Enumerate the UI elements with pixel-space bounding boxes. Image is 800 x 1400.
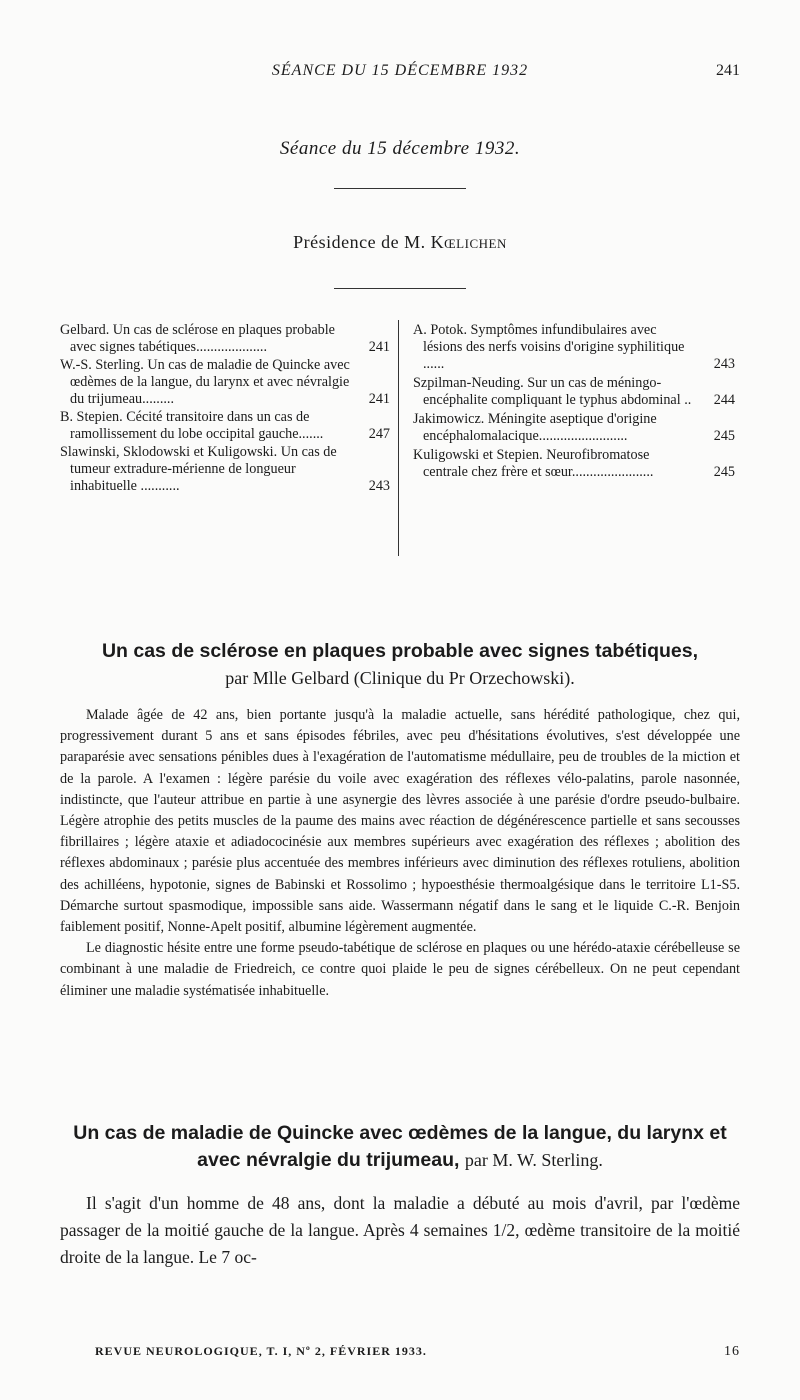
toc-entry-title: Szpilman-Neuding. Sur un cas de méningo-encéphalite compliquant le typhus abdominal .. — [413, 375, 692, 408]
toc-entry-title: Jakimowicz. Méningite aseptique d'origine encéphalomalacique......................... — [413, 411, 657, 444]
toc-entry-page: 245 — [713, 464, 735, 480]
page-number: 241 — [716, 62, 740, 79]
article1-body — [60, 705, 740, 1002]
toc-entry-title: W.-S. Sterling. Un cas de maladie de Quincke avec œdèmes de la langue, du larynx et avec névralgie du trijumeau......... — [60, 357, 350, 407]
toc-entry-page: 241 — [368, 339, 390, 355]
presidence-line — [0, 232, 800, 253]
seance-heading: Séance du 15 décembre 1932. — [279, 138, 521, 159]
article1-paragraph: Le diagnostic hésite entre une forme pseudo-tabétique de sclérose en plaques ou une hérédo-ataxie cérébelleuse se combinant à une maladie de Friedreich, ce contre quoi plaide le peu de signes cérébelleux. On ne peut cependant éliminer une maladie systématisée inhabituelle. — [60, 940, 740, 999]
toc-left-column — [60, 322, 398, 496]
signature-mark: 16 — [724, 1344, 740, 1359]
toc-entry — [413, 411, 743, 445]
president-name: Kœlichen — [430, 232, 507, 252]
article2-title: Un cas de maladie de Quincke avec œdèmes de la langue, du larynx et avec névralgie du trijumeau, — [73, 1122, 727, 1171]
toc-entry — [413, 375, 743, 409]
toc-entry-title: Kuligowski et Stepien. Neurofibromatose centrale chez frère et sœur....................... — [413, 447, 654, 480]
toc-entry-page: 244 — [713, 392, 735, 408]
toc-entry — [60, 357, 398, 408]
article1-heading — [60, 638, 740, 692]
article2-paragraph: Il s'agit d'un homme de 48 ans, dont la maladie a débuté au mois d'avril, par l'œdème passager de la moitié gauche de la langue. Après 4 semaines 1/2, œdème transitoire de la moitié droite de la langue. Le 7 oc- — [60, 1193, 740, 1267]
toc-entry-page: 247 — [368, 426, 390, 442]
running-head — [60, 62, 740, 84]
toc-entry — [60, 409, 398, 443]
page-footer — [95, 1344, 740, 1364]
article1-paragraph: Malade âgée de 42 ans, bien portante jusqu'à la maladie actuelle, sans hérédité pathologique, chez qui, progressivement durant 5 ans et sans épisodes fébriles, avec peu d'hésitations évolutives, s'est développée une paraparésie avec sensations pénibles dues à l'exagération de l'automatisme médullaire, peu de troubles de la miction et de la parole. A l'examen : légère parésie du voile avec exagération des réflexes vélo-palatins, parole nasonnée, indistincte, que l'auteur attribue en partie à une asynergie des lèvres associée à une parésie d'ordre pseudo-bulbaire. Légère atrophie des petits muscles de la paume des mains avec réaction de dégénérescence partielle et sans secousses fibrillaires ; légère ataxie et adiadococinésie aux membres supérieurs avec exagération des réflexes ; abolition des réflexes abdominaux ; parésie plus accentuée des membres inférieurs avec diminution des réflexes rotuliens, abolition des achilléens, hypotonie, signes de Babinski et Rossolimo ; hypoesthésie thermoalgésique dans le territoire L1-S5. Démarche surtout spasmodique, impossible sans aide. Wassermann négatif dans le sang et le liquide C.-R. Benjoin faiblement positif, Nonne-Apelt positif, albumine légèrement augmentée. — [60, 707, 740, 936]
article1-title: Un cas de sclérose en plaques probable avec signes tabétiques, — [101, 640, 699, 662]
toc-entry — [413, 447, 743, 481]
running-head-title: SÉANCE DU 15 DÉCEMBRE 1932 — [271, 62, 529, 79]
presidence-prefix: Présidence de M. — [293, 232, 426, 252]
toc-right-column — [413, 322, 743, 483]
article2-body — [60, 1190, 740, 1271]
toc-entry-page: 241 — [368, 391, 390, 407]
toc-entry-title: Gelbard. Un cas de sclérose en plaques probable avec signes tabétiques.................... — [60, 322, 335, 355]
article1-byline: par Mlle Gelbard (Clinique du Pr Orzechowski). — [225, 668, 575, 688]
toc-entry-page: 245 — [713, 428, 735, 444]
toc-entry-title: Slawinski, Sklodowski et Kuligowski. Un cas de tumeur extradure-mérienne de longueur inhabituelle ........... — [60, 444, 337, 494]
article2-byline: par M. W. Sterling. — [464, 1150, 603, 1170]
toc-entry-page: 243 — [713, 356, 735, 372]
toc-entry — [413, 322, 743, 373]
toc-entry-title: A. Potok. Symptômes infundibulaires avec lésions des nerfs voisins d'origine syphilitique ...... — [413, 322, 685, 372]
toc-entry-page: 243 — [368, 478, 390, 494]
journal-citation: REVUE NEUROLOGIQUE, T. I, Nº 2, FÉVRIER 1933. — [95, 1344, 427, 1358]
article2-heading — [60, 1120, 740, 1174]
divider-rule-top — [334, 188, 466, 189]
toc-entry — [60, 322, 398, 356]
toc-entry-title: B. Stepien. Cécité transitoire dans un cas de ramollissement du lobe occipital gauche....... — [60, 409, 324, 442]
toc-column-divider — [398, 320, 399, 556]
toc-entry — [60, 444, 398, 495]
divider-rule-bottom — [334, 288, 466, 289]
